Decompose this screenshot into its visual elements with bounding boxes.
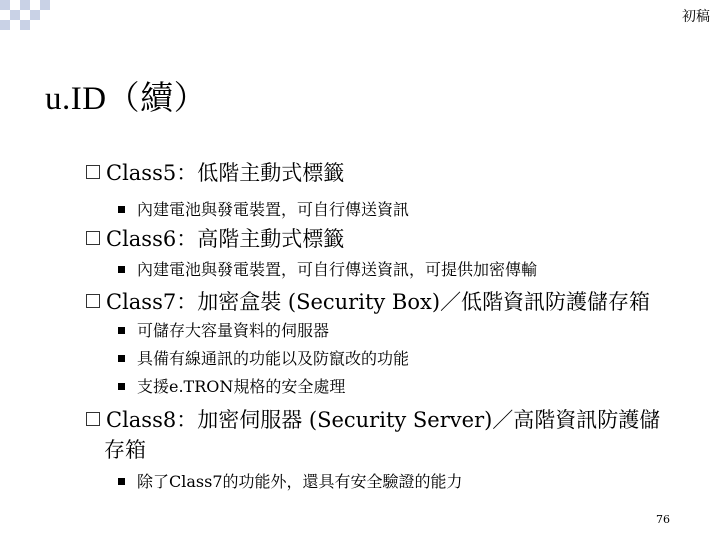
square-bullet-icon xyxy=(118,327,125,334)
sub-item: 內建電池與發電裝置，可自行傳送資訊 xyxy=(118,199,409,221)
checkbox-bullet-icon xyxy=(86,231,100,245)
sub-item: 除了Class7的功能外，還具有安全驗證的能力 xyxy=(118,471,463,493)
sub-item: 具備有線通訊的功能以及防竄改的功能 xyxy=(118,348,409,370)
square-bullet-icon xyxy=(118,206,125,213)
list-item-class7: Class7：加密盒裝 (Security Box)／低階資訊防護儲存箱 xyxy=(86,287,650,317)
checkbox-bullet-icon xyxy=(86,412,100,426)
square-bullet-icon xyxy=(118,355,125,362)
checkbox-bullet-icon xyxy=(86,294,100,308)
sub-item: 可儲存大容量資料的伺服器 xyxy=(118,320,329,342)
square-bullet-icon xyxy=(118,478,125,485)
page-title: u.ID（續） xyxy=(45,81,208,117)
list-item-class8: Class8：加密伺服器 (Security Server)／高階資訊防護儲 存箱 xyxy=(86,405,686,465)
draft-tag: 初稿 xyxy=(682,9,710,25)
square-bullet-icon xyxy=(118,266,125,273)
square-bullet-icon xyxy=(118,383,125,390)
corner-decoration xyxy=(0,0,60,40)
sub-item: 支援e.TRON規格的安全處理 xyxy=(118,376,345,398)
page-number: 76 xyxy=(656,513,670,526)
checkbox-bullet-icon xyxy=(86,165,100,179)
list-item-class5: Class5：低階主動式標籤 xyxy=(86,158,344,188)
sub-item: 內建電池與發電裝置，可自行傳送資訊，可提供加密傳輸 xyxy=(118,259,537,281)
list-item-class6: Class6：高階主動式標籤 xyxy=(86,224,344,254)
